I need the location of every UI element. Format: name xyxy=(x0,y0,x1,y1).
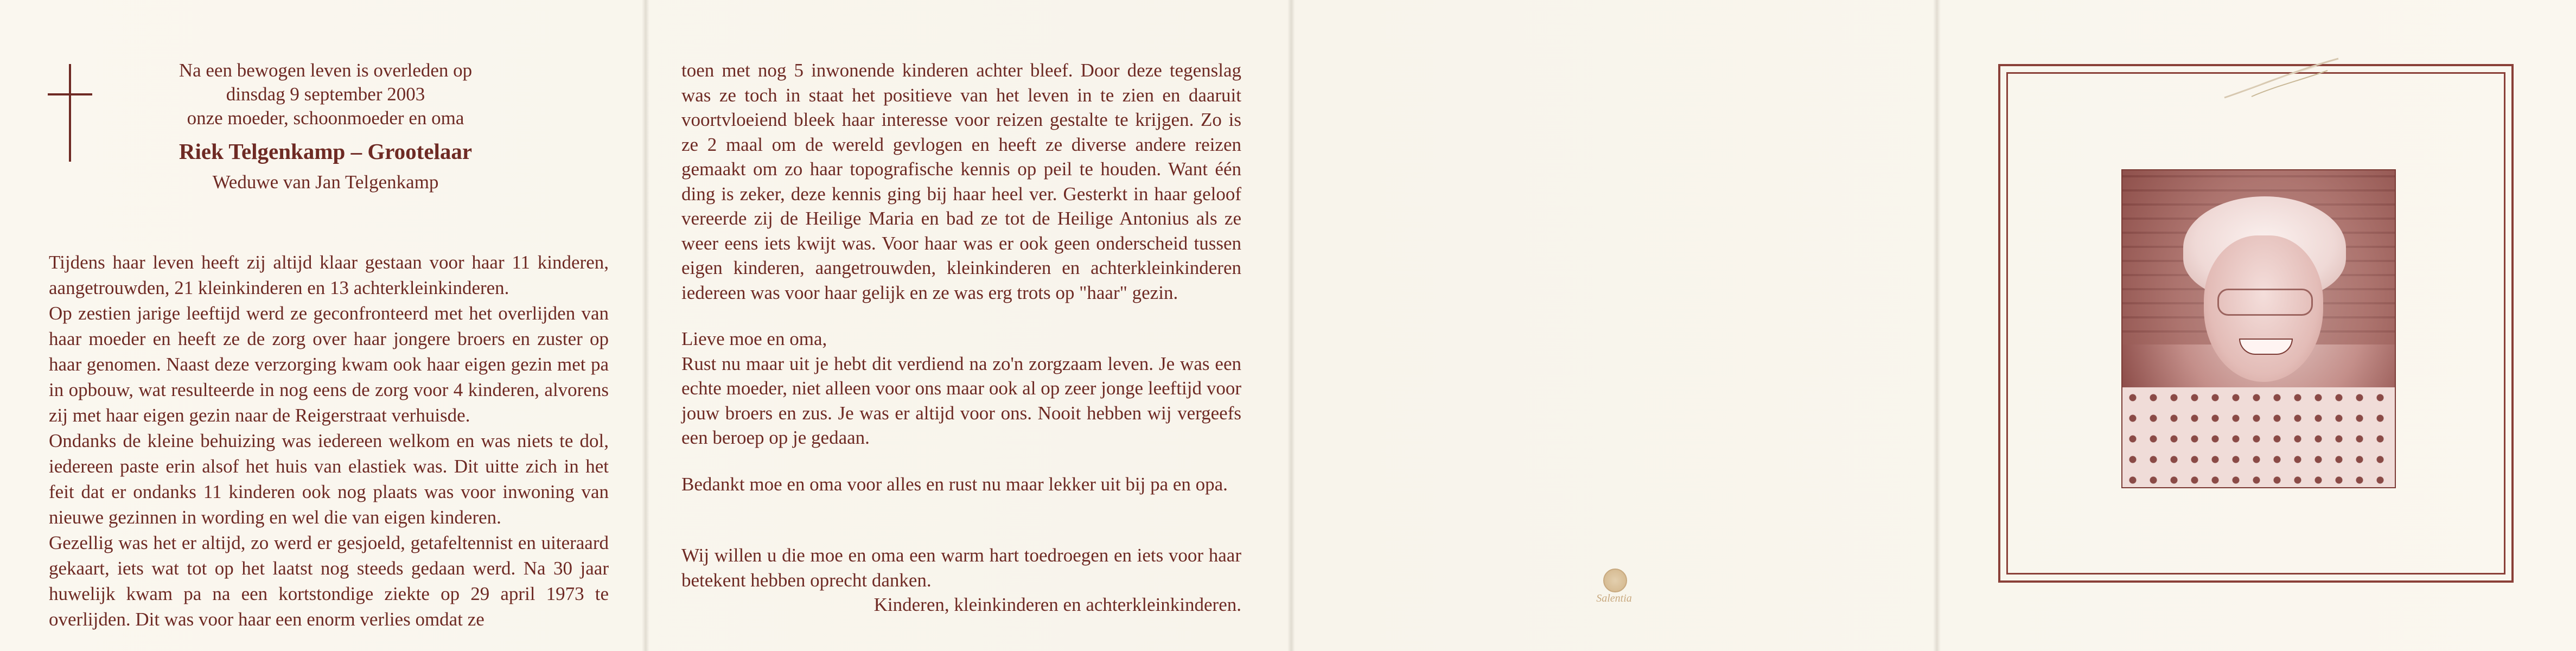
biography-continued xyxy=(681,58,1241,617)
cross-icon xyxy=(69,64,71,162)
announcement xyxy=(163,59,488,194)
bio-paragraph: Tijdens haar leven heeft zij altijd klaar gestaan voor haar 11 kinderen, aangetrouwden, 21 kleinkinderen en 13 achterkleinkinderen. xyxy=(49,252,609,298)
publisher-logo-text: Salentia xyxy=(1596,592,1632,604)
panel-photo xyxy=(1937,0,2576,651)
intro-line-1: Na een bewogen leven is overleden op xyxy=(178,60,473,81)
bio-paragraph: toen met nog 5 inwonende kinderen achter bleef. Door deze tegenslag was ze toch in staat het positieve van het leven in te zien en daaruit voortvloeiend bleek haar interesse voor reizen gestalte te krijgen. Zo is ze 2 maal om de wereld gevlogen en heeft ze diverse andere reizen gemaakt om zo haar topografische kennis op peil te houden. Want één ding is zeker, deze kennis ging bij haar heel ver. Gesterkt in haar geloof vereerde zij de Heilige Maria en bad ze tot de Heilige Antonius als ze weer eens iets kwijt was. Voor haar was er ook geen onderscheid tussen eigen kinderen, aangetrouwden, kleinkinderen en achterkleinkinderen iedereen was voor haar gelijk en ze was erg trots op "haar" gezin. xyxy=(681,60,1241,303)
panel-left xyxy=(0,0,646,651)
feather-icon xyxy=(2219,54,2344,103)
panel-blank xyxy=(1291,0,1937,651)
panel-middle xyxy=(646,0,1291,651)
portrait-photo xyxy=(2121,169,2396,488)
bio-paragraph: Ondanks de kleine behuizing was iedereen welkom en was niets te dol, iedereen paste erin alsof het huis van elastiek was. Dit uitte zich in het feit dat er ondanks 11 kinderen ook nog plaats was voor inwoning van nieuwe gezinnen in wording en wel die van eigen kinderen. xyxy=(49,430,609,528)
cross-icon-bar xyxy=(48,93,92,95)
bio-paragraph: Op zestien jarige leeftijd werd ze geconfronteerd met het overlijden van haar moeder en heeft ze de zorg over haar jongere broers en zuster op haar genomen. Naast deze verzorging kwam ook haar eigen gezin met pa in opbouw, wat resulteerde in nog eens de zorg voor 4 kinderen, alvorens zij met haar eigen gezin naar de Reigerstraat verhuisde. xyxy=(49,303,609,426)
intro-line-3: onze moeder, schoonmoeder en oma xyxy=(187,107,464,129)
farewell-paragraph: Rust nu maar uit je hebt dit verdiend na zo'n zorgzaam leven. Je was een echte moeder, niet alleen voor ons maar ook al op zeer jonge leeftijd voor jouw broers en zus. Je was er altijd voor ons. Nooit hebben wij vergeefs een beroep op je gedaan. xyxy=(681,353,1241,448)
bio-paragraph: Gezellig was het er altijd, zo werd er gesjoeld, getafeltennist en uiteraard gekaart, iets wat tot op het laatst nog steeds gedaan werd. Na 30 jaar huwelijk kwam pa na een kortstondige ziekte op 29 april 1973 te overlijden. Dit was voor haar een enorm verlies omdat ze xyxy=(49,532,609,630)
biography xyxy=(49,250,609,632)
deceased-name: Riek Telgenkamp – Grootelaar xyxy=(178,139,473,164)
widow-line: Weduwe van Jan Telgenkamp xyxy=(212,171,439,193)
thanks-line: Bedankt moe en oma voor alles en rust nu maar lekker uit bij pa en opa. xyxy=(681,473,1228,495)
signature: Kinderen, kleinkinderen en achterkleinkinderen. xyxy=(873,594,1241,615)
closing-paragraph: Wij willen u die moe en oma een warm hart toedroegen en iets voor haar betekent hebben oprecht danken. xyxy=(681,545,1241,591)
publisher-logo-icon xyxy=(1603,569,1627,592)
greeting: Lieve moe en oma, xyxy=(681,328,827,349)
intro-line-2: dinsdag 9 september 2003 xyxy=(226,84,425,105)
